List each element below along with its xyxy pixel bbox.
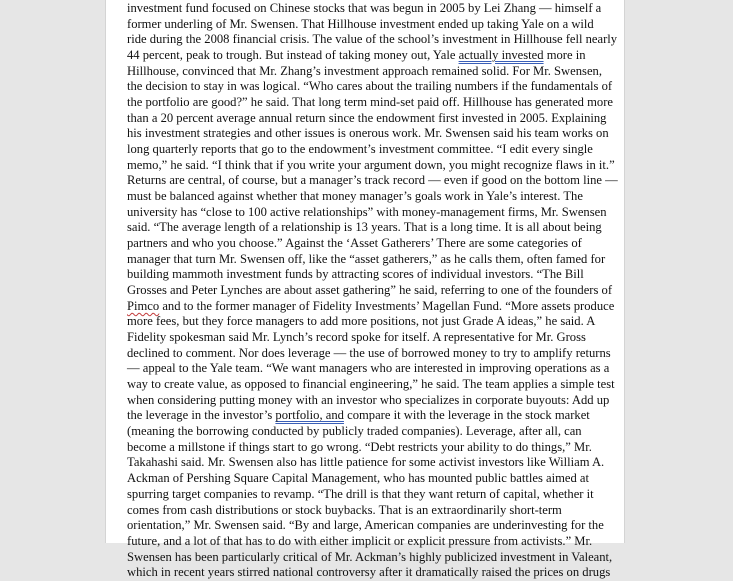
- text-line: orientation,” Mr. Swensen said. “By and large, American companies are underinvesting for the: [127, 518, 604, 533]
- text-line: way to create value, as opposed to financial engineering,” he said. The team applies a simple test: [127, 377, 615, 392]
- text-line: university has “close to 100 active relationships” with money-management firms, Mr. Swensen: [127, 204, 607, 219]
- text-line: said. “The average length of a relationship is 13 years. That is a long time. It is all about being: [127, 220, 602, 235]
- text-line: the portfolio are good?” he said. That long term mind-set paid off. Hillhouse has generated more: [127, 95, 614, 110]
- text-line: building mammoth investment funds by attracting scores of individual investors. “The Bill: [127, 267, 584, 282]
- text-line: future, and a lot of that has to do with either implicit or explicit pressure from activists.” Mr.: [127, 533, 593, 548]
- text-line: Fidelity spokesman said Mr. Lynch’s record spoke for itself. A representative for Mr. Gross: [127, 330, 586, 345]
- article-body: [127, 1, 627, 581]
- text-line: Hillhouse, convinced that Mr. Zhang’s investment approach remained solid. For Mr. Swensen,: [127, 63, 602, 78]
- text-run: compare it with the leverage in the stock market: [343, 408, 590, 423]
- text-line: partners and who you choose.” Against the ‘Asset Gatherers’ There are some categories of: [127, 236, 582, 251]
- grammar-flag[interactable]: portfolio, and: [275, 408, 344, 423]
- text-run: more in: [543, 48, 586, 63]
- text-line: Swensen has been particularly critical of Mr. Ackman’s highly publicized investment in Valeant,: [127, 549, 613, 564]
- text-line: Takahashi said. Mr. Swensen also has little patience for some activist investors like William A.: [127, 455, 605, 470]
- text-line: more fees, but they force managers to add more positions, not just Grade A ideas,” he said. A: [127, 314, 596, 329]
- text-line: Grosses and Peter Lynches are about asset gathering” he said, referring to one of the founders of: [127, 283, 613, 298]
- text-line: memo,” he said. “I think that if you write your argument down, you might recognize flaws in it.”: [127, 157, 615, 172]
- text-line: investment fund focused on Chinese stocks that was begun in 2005 by Lei Zhang — himself a: [127, 1, 602, 15]
- text-line: ride during the 2008 financial crisis. The value of the school’s investment in Hillhouse fell nearly: [127, 32, 618, 47]
- text-line: Ackman of Pershing Square Capital Management, who has mounted public battles aimed at: [127, 471, 590, 486]
- text-line: declined to comment. Nor does leverage — the use of borrowed money to try to amplify returns: [127, 345, 611, 360]
- text-line: Returns are central, of course, but a manager’s track record — even if good on the bottom line —: [127, 173, 618, 188]
- text-line: than a 20 percent average annual return since the endowment first invested in 2005. Explaining: [127, 110, 607, 125]
- text-line: become a millstone if things start to go wrong. “Debt restricts your ability to do things,” Mr.: [127, 439, 592, 454]
- grammar-flag[interactable]: actually invested: [458, 48, 544, 63]
- text-line: when considering putting money with an investor who specializes in corporate buyouts: Add up: [127, 392, 610, 407]
- text-run: 44 percent, peak to trough. But instead of taking money out, Yale: [127, 48, 459, 63]
- text-line: which in recent years stirred national controversy after it dramatically raised the prices on drugs: [127, 565, 611, 580]
- text-line: — appeal to the Yale team. “We want managers who are interested in improving operations as a: [127, 361, 610, 376]
- text-line: spurring target companies to revamp. “The drill is that they want return of capital, whether it: [127, 486, 594, 501]
- text-line: manager that turn Mr. Swensen off, like the “asset gatherers,” as he calls them, often famed for: [127, 251, 606, 266]
- text-line: comes from cash distributions or stock buybacks. That is an extraordinarily short-term: [127, 502, 562, 517]
- text-line: former underling of Mr. Swensen. That Hillhouse investment ended up taking Yale on a wild: [127, 16, 594, 31]
- document-page: [105, 0, 625, 580]
- text-line: [127, 299, 627, 315]
- text-line: [127, 408, 627, 424]
- text-line: his investment strategies and other issues is onerous work. Mr. Swensen said his team works on: [127, 126, 609, 141]
- text-run: the leverage in the investor’s: [127, 408, 276, 423]
- text-line: must be balanced against whether that money manager’s goals work in Yale’s interest. The: [127, 189, 583, 204]
- text-line: (meaning the borrowing conducted by publicly traded companies). Leverage, after all, can: [127, 424, 582, 439]
- text-line: the decision to stay in was logical. “Who cares about the trailing numbers if the fundamentals of: [127, 79, 613, 94]
- spelling-flag[interactable]: Pimco: [127, 298, 160, 313]
- text-run: and to the former manager of Fidelity Investments’ Magellan Fund. “More assets produce: [159, 298, 615, 313]
- text-line: long quarterly reports that go to the endowment’s investment committee. “I edit every single: [127, 142, 593, 157]
- text-line: [127, 48, 627, 64]
